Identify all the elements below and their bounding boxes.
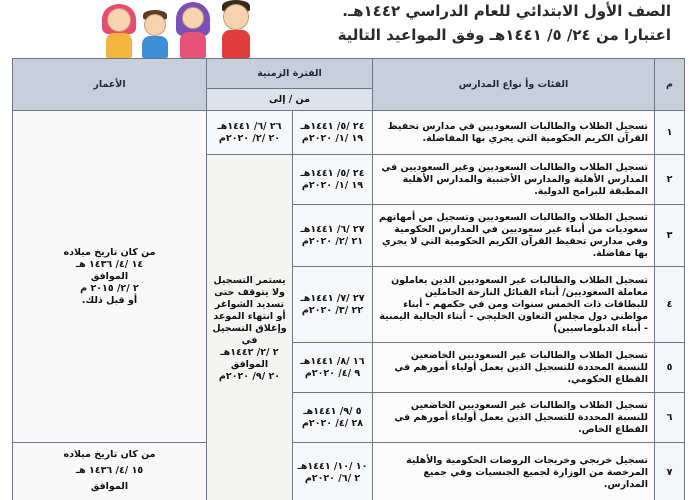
row-description: تسجيل الطلاب والطالبات غير السعوديين الخاضعين للنسبة المحددة للتسجيل الذين يعمل أولياء أمورهم في القطاع الحكومي. [373,343,655,393]
ages-line: الموافق [90,481,129,492]
row-number: ٣ [655,205,685,267]
header-title-line-2: اعتبارا من ٢٤/ ٥/ ١٤٤١هـ وفق المواعيد التالية [337,26,671,44]
row-description: تسجيل الطلاب والطالبات السعوديين وتسجيل من أمهاتهم سعوديات من أبناء غير سعوديين في المدارس الحكومية وفي مدارس تحفيظ القرآن الكريم الحكومية التي لا يجري بها مفاضلة. [373,205,655,267]
note-line: في [241,334,258,346]
registration-continuation-note [207,155,293,500]
row-start-date: ٢٧ /٦/ ١٤٤١هـ ٢١ /٢/ ٢٠٢٠م [293,205,373,267]
ages-line: أو قبل ذلك. [81,294,138,306]
ages-cell-primary [13,111,207,443]
ages-line: من كان تاريخ ميلاده [63,246,156,258]
note-line: تسديد الشواغر [214,298,285,310]
note-line: ٢٠ /٩/ ٢٠٢٠م [218,370,281,382]
note-line: وإغلاق التسجيل [212,322,287,334]
row-number: ٢ [655,155,685,205]
row-description: تسجيل الطلاب والطالبات غير السعوديين الخاضعين للنسبة المحددة للتسجيل الذين يعمل أولياء أمورهم في القطاع الخاص. [373,393,655,443]
row-description: تسجيل خريجي وخريجات الروضات الحكومية والأهلية المرخصة من الوزارة لجميع الجنسيات وفي جميع المدارس. [373,443,655,500]
column-subheader-from-to: من / إلى [207,89,373,111]
column-header-number: م [655,59,685,111]
registration-schedule-table [12,58,685,500]
row-description: تسجيل الطلاب والطالبات السعوديين في مدارس تحفيظ القرآن الكريم الحكومية التي يجري بها المفاضلة. [373,111,655,155]
kids-illustration [96,0,266,58]
row-start-date: ٥ /٩/ ١٤٤١هـ ٢٨ /٤/ ٢٠٢٠م [293,393,373,443]
row-description: تسجيل الطلاب والطالبات السعوديين وغير السعوديين في المدارس الأهلية والمدارس الأجنبية والمدارس الأهلية المطبقة للبرامج الدولية. [373,155,655,205]
row-description: تسجيل الطلاب والطالبات غير السعوديين الذين يعاملون معاملة السعوديين/ أبناء القبائل النازحة الحاملين للبطاقات ذات الخمس سنوات ومن في حكمهم - أبناء مواطني دول مجلس التعاون الخليجي - أبناء الجالية اليمنية - أبناء الدبلوماسيين) [373,267,655,343]
row-start-date: ٢٤ /٥/ ١٤٤١هـ ١٩ /١/ ٢٠٢٠م [293,111,373,155]
note-line: أو انتهاء الموعد [213,310,286,322]
note-line: ٢ /٢/ ١٤٤٢هـ [220,346,279,358]
header-title-line-1: الصف الأول الابتدائي للعام الدراسي ١٤٤٢هـ. [342,2,671,20]
row-start-date: ١٠ /١٠/ ١٤٤١هـ ٢ /٦/ ٢٠٢٠م [293,443,373,500]
row-number: ٤ [655,267,685,343]
note-line: يستمر التسجيل [213,274,286,286]
column-header-period: الفترة الزمنية [207,59,373,89]
ages-line: من كان تاريخ ميلاده [63,449,156,460]
note-line: ولا يتوقف حتى [214,286,285,298]
note-line: الموافق [230,358,269,370]
row-number: ١ [655,111,685,155]
ages-line: ١٤ /٤/ ١٤٣٦ هـ [75,258,144,270]
row-number: ٥ [655,343,685,393]
ages-line: ١٥ /٤/ ١٤٣٦ هـ [75,465,144,476]
row-end-date: ٢٦ /٦/ ١٤٤١هـ ٢٠ /٢/ ٢٠٢٠م [207,111,293,155]
page-header [0,0,689,58]
row-start-date: ٢٧ /٧/ ١٤٤١هـ ٢٢ /٣/ ٢٠٢٠م [293,267,373,343]
ages-line: الموافق [90,270,129,282]
ages-line: ٢ /٢/ ٢٠١٥ م [80,282,139,294]
row-number: ٧ [655,443,685,500]
row-start-date: ٢٤ /٥/ ١٤٤١هـ ١٩ /١/ ٢٠٢٠م [293,155,373,205]
ages-cell-secondary [13,443,207,500]
row-start-date: ١٦ /٨/ ١٤٤١هـ ٩ /٤/ ٢٠٢٠م [293,343,373,393]
column-header-categories: الفئات وأ نواع المدارس [373,59,655,111]
column-header-ages: الأعمار [13,59,207,111]
row-number: ٦ [655,393,685,443]
